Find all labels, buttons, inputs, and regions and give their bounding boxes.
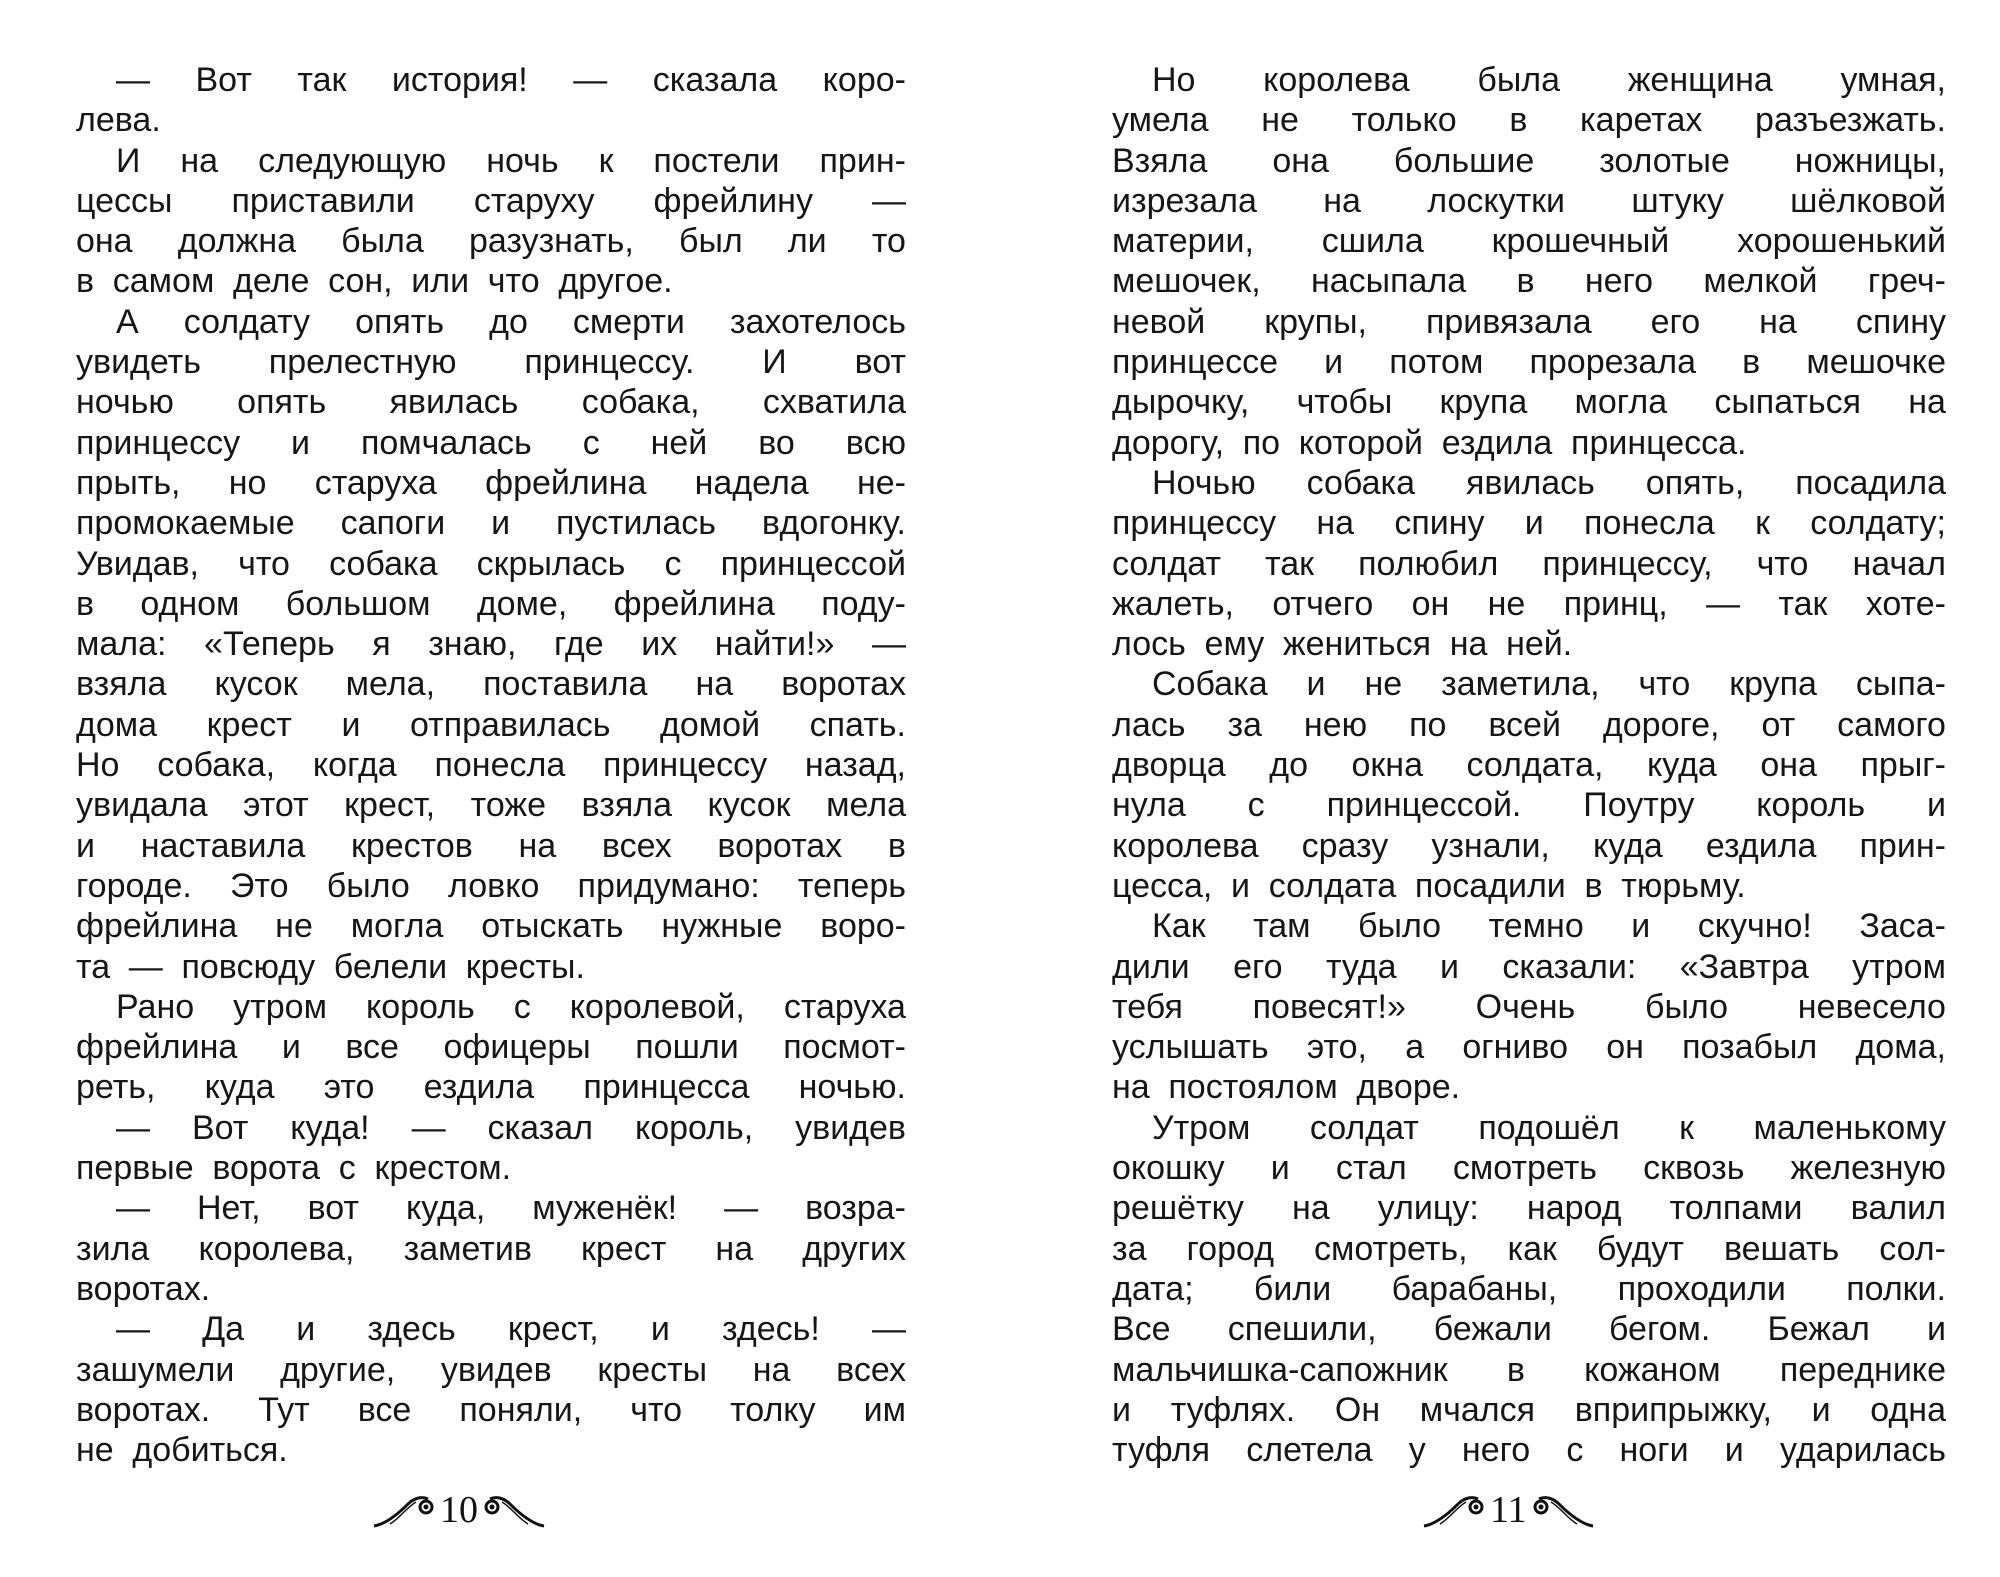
text-line: королева сразу узнали, куда ездила прин- [1112,826,1946,865]
text-line: дорогу, по которой ездила принцесса. [1112,423,1747,462]
page-number: 10 [440,1489,478,1531]
text-line: дворца до окна солдата, куда она прыг- [1112,746,1946,785]
text-line: реть, куда это ездила принцесса ночью. [76,1068,906,1107]
right-page [1112,60,1946,1470]
text-line: Все спешили, бежали бегом. Бежал и [1112,1310,1946,1349]
text-line: и наставила крестов на всех воротах в [76,826,906,865]
left-flourish-icon [372,1490,434,1530]
text-line: мешочек, насыпала в него мелкой греч- [1112,262,1946,301]
text-line: тебя повесят!» Очень было невесело [1112,987,1946,1026]
text-line: Но собака, когда понесла принцессу назад, [76,746,906,785]
text-line: увидала этот крест, тоже взяла кусок мела [76,786,906,825]
text-line: в самом деле сон, или что другое. [76,262,673,301]
text-line: за город смотреть, как будут вешать сол- [1112,1229,1946,1268]
text-line: цесса, и солдата посадили в тюрьму. [1112,866,1746,905]
left-page [76,60,906,1470]
page-number: 11 [1490,1489,1527,1531]
text-line: дили его туда и сказали: «Завтра утром [1112,947,1946,986]
text-line: промокаемые сапоги и пустилась вдогонку. [76,504,906,543]
text-line: мала: «Теперь я знаю, где их найти!» — [76,625,906,664]
text-line: принцессе и потом прорезала в мешочке [1112,343,1946,382]
text-line: изрезала на лоскутки штуку шёлковой [1112,181,1946,220]
text-line: материи, сшила крошечный хорошенький [1112,222,1946,261]
text-line: зила королева, заметив крест на других [76,1229,906,1268]
text-line: фрейлина не могла отыскать нужные воро- [76,907,906,946]
text-line: дома крест и отправилась домой спать. [76,705,906,744]
text-line: — Вот куда! — сказал король, увидев [116,1108,906,1147]
text-line: Собака и не заметила, что крупа сыпа- [1152,665,1946,704]
right-flourish-icon [1533,1490,1595,1530]
text-line: Ночью собака явилась опять, посадила [1152,463,1946,502]
text-line: цессы приставили старуху фрейлину — [76,181,906,220]
left-flourish-icon [1422,1490,1484,1530]
text-line: городе. Это было ловко придумано: теперь [76,866,906,905]
text-line: Утром солдат подошёл к маленькому [1152,1108,1946,1147]
text-line: умела не только в каретах разъезжать. [1112,101,1946,140]
text-line: туфля слетела у него с ноги и ударилась [1112,1431,1946,1470]
text-line: мальчишка-сапожник в кожаном переднике [1112,1350,1946,1389]
text-line: Но королева была женщина умная, [1152,61,1946,99]
text-line: зашумели другие, увидев кресты на всех [76,1350,906,1389]
text-line: — Вот так история! — сказала коро- [116,61,906,99]
text-line: лась за нею по всей дороге, от самого [1112,705,1946,744]
right-flourish-icon [484,1490,546,1530]
text-line: та — повсюду белели кресты. [76,947,585,986]
text-line: принцессу на спину и понесла к солдату; [1112,504,1946,543]
text-line: Рано утром король с королевой, старуха [116,987,906,1026]
text-line: — Нет, вот куда, муженёк! — возра- [116,1189,906,1228]
text-line: фрейлина и все офицеры пошли посмот- [76,1028,906,1067]
text-line: окошку и стал смотреть сквозь железную [1112,1149,1946,1188]
right-page-footer [1422,1488,1595,1532]
text-line: ночью опять явилась собака, схватила [76,383,906,422]
text-line: дырочку, чтобы крупа могла сыпаться на [1112,383,1946,422]
text-line: первые ворота с крестом. [76,1149,512,1188]
text-line: Взяла она большие золотые ножницы, [1112,141,1946,180]
text-line: на постоялом дворе. [1112,1068,1461,1107]
text-line: воротах. [76,1269,211,1308]
text-line: услышать это, а огниво он позабыл дома, [1112,1028,1946,1067]
text-line: она должна была разузнать, был ли то [76,222,906,261]
text-line: — Да и здесь крест, и здесь! — [116,1310,906,1349]
text-line: прыть, но старуха фрейлина надела не- [76,463,906,502]
text-line: И на следующую ночь к постели прин- [116,141,906,180]
text-line: лева. [76,101,161,140]
text-line: не добиться. [76,1431,288,1470]
text-line: нула с принцессой. Поутру король и [1112,786,1946,825]
text-line: в одном большом доме, фрейлина поду- [76,584,906,623]
text-line: взяла кусок мела, поставила на воротах [76,665,906,704]
text-line: принцессу и помчалась с ней во всю [76,423,906,462]
text-line: решётку на улицу: народ толпами валил [1112,1189,1946,1228]
text-line: Как там было темно и скучно! Заса- [1152,907,1946,946]
text-line: дата; били барабаны, проходили полки. [1112,1269,1946,1308]
left-page-footer [372,1488,546,1532]
text-line: лось ему жениться на ней. [1112,625,1573,664]
text-line: А солдату опять до смерти захотелось [116,302,906,341]
text-line: увидеть прелестную принцессу. И вот [76,343,906,382]
text-line: воротах. Тут все поняли, что толку им [76,1390,906,1429]
text-line: и туфлях. Он мчался вприпрыжку, и одна [1112,1390,1946,1429]
text-line: жалеть, отчего он не принц, — так хоте- [1112,584,1946,623]
text-line: Увидав, что собака скрылась с принцессой [76,544,906,583]
text-line: невой крупы, привязала его на спину [1112,302,1946,341]
text-line: солдат так полюбил принцессу, что начал [1112,544,1946,583]
